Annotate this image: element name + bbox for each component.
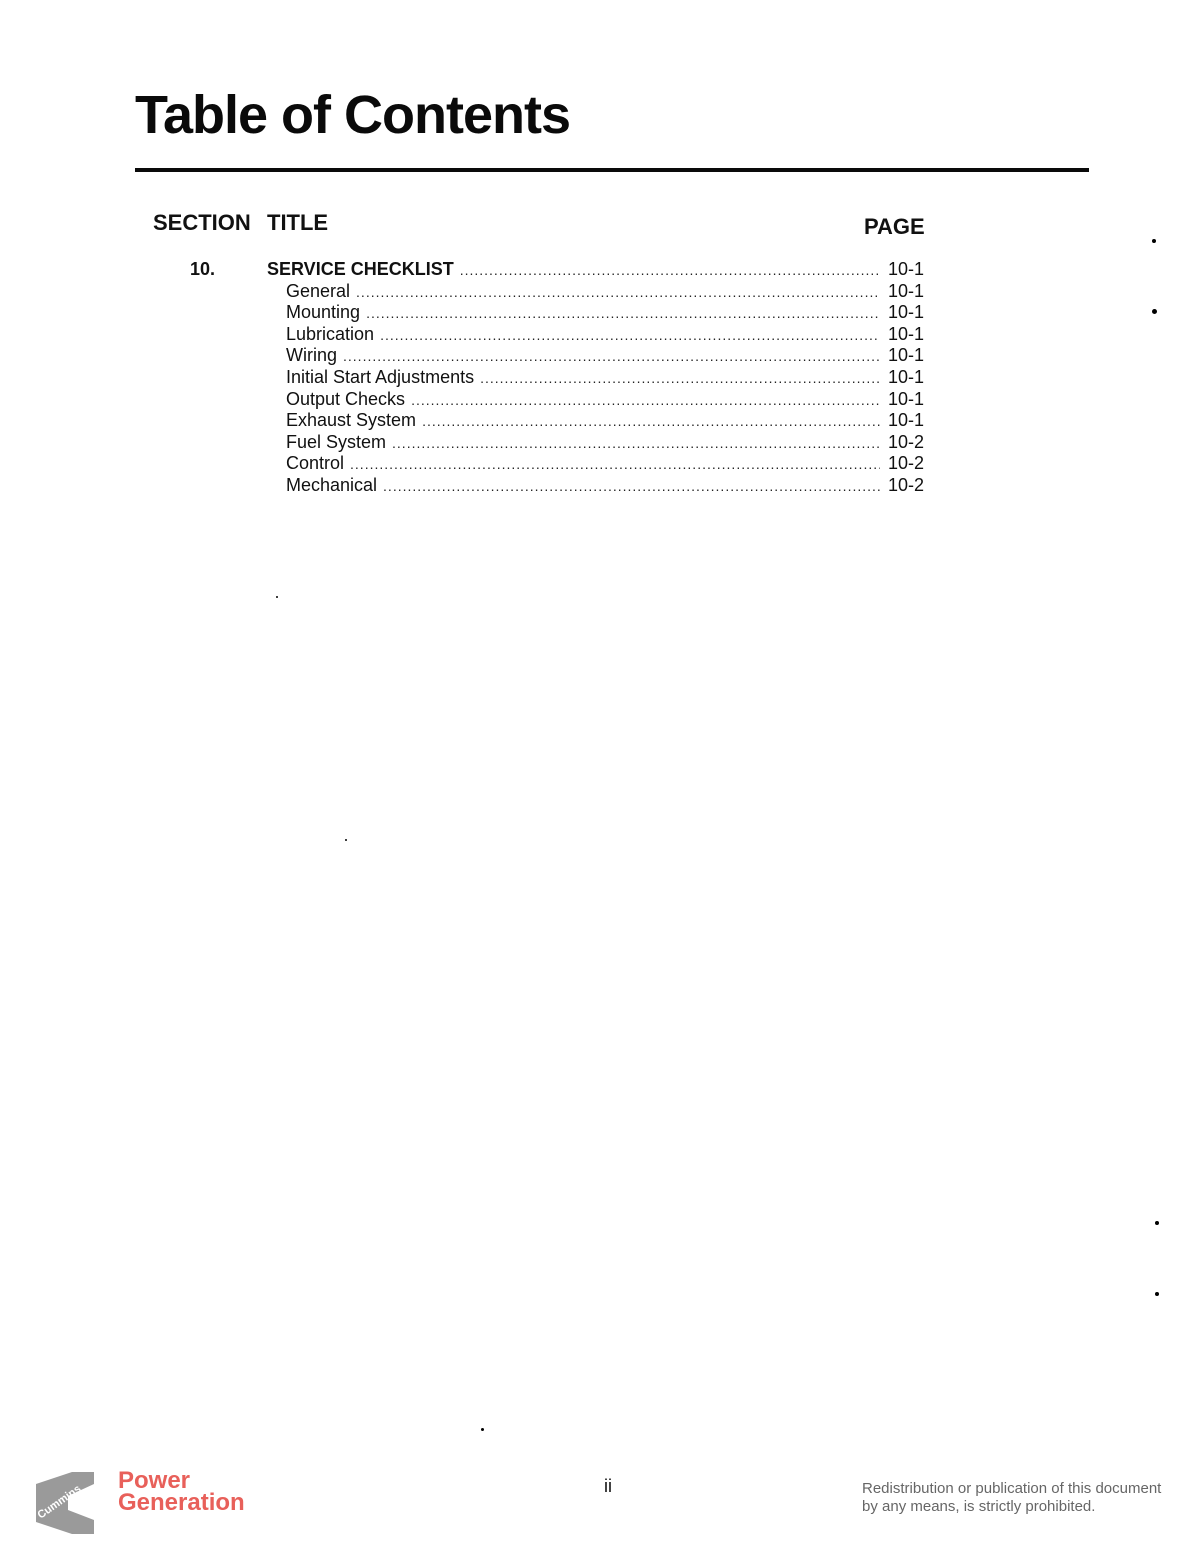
entry-label: Wiring xyxy=(286,345,338,366)
toc-entry-initial-start-adjustments[interactable] xyxy=(190,367,924,389)
entry-page: 10-1 xyxy=(887,388,924,409)
notice-line-1: Redistribution or publication of this document xyxy=(862,1480,1162,1497)
scan-speck xyxy=(345,839,347,841)
notice-line-2: by any means, is strictly prohibited. xyxy=(862,1498,1096,1515)
title-rule xyxy=(135,168,1089,172)
toc-entry-lubrication[interactable] xyxy=(190,324,924,346)
entry-label: Exhaust System xyxy=(286,410,417,431)
toc-entry-mechanical[interactable] xyxy=(190,475,924,497)
dot-leader xyxy=(383,476,880,498)
section-column-header: SECTION xyxy=(153,210,251,235)
redistribution-notice xyxy=(862,1480,1161,1516)
entry-label: Initial Start Adjustments xyxy=(286,366,475,387)
brand-line-1: Power xyxy=(118,1467,191,1494)
entry-page: 10-1 xyxy=(887,302,924,323)
dot-leader xyxy=(343,346,880,368)
dot-leader xyxy=(480,368,880,390)
dot-leader xyxy=(380,325,880,347)
dot-leader xyxy=(422,411,880,433)
scan-speck xyxy=(1155,1292,1159,1296)
entry-page: 10-2 xyxy=(887,431,924,452)
toc-list xyxy=(190,259,924,497)
title-column-header: TITLE xyxy=(267,210,329,235)
dot-leader xyxy=(392,433,880,455)
entry-label: Mounting xyxy=(286,302,361,323)
scan-speck xyxy=(1152,309,1157,314)
entry-page: 10-1 xyxy=(887,280,924,301)
entry-label: General xyxy=(286,280,351,301)
entry-label: Output Checks xyxy=(286,388,406,409)
entry-label: Mechanical xyxy=(286,474,378,495)
scan-speck xyxy=(481,1428,484,1431)
toc-entry-service-checklist[interactable] xyxy=(190,259,924,281)
scan-speck xyxy=(1155,1221,1159,1225)
dot-leader xyxy=(411,390,880,412)
page-column-header: PAGE xyxy=(864,214,925,239)
toc-entry-control[interactable] xyxy=(190,453,924,475)
entry-page: 10-1 xyxy=(887,323,924,344)
entry-label: SERVICE CHECKLIST xyxy=(267,259,454,279)
entry-page: 10-2 xyxy=(887,453,924,474)
entry-label: Control xyxy=(286,453,345,474)
logo-wordmark: Cummins xyxy=(35,1482,84,1522)
entry-label: Fuel System xyxy=(286,431,387,452)
dot-leader xyxy=(460,260,880,282)
entry-label: Lubrication xyxy=(286,323,375,344)
dot-leader xyxy=(356,282,880,304)
scan-speck xyxy=(276,596,278,598)
entry-page: 10-1 xyxy=(887,345,924,366)
toc-entry-output-checks[interactable] xyxy=(190,389,924,411)
entry-page: 10-1 xyxy=(887,259,924,279)
cummins-logo-icon xyxy=(28,1466,100,1538)
toc-entry-general[interactable] xyxy=(190,281,924,303)
dot-leader xyxy=(366,303,880,325)
scan-speck xyxy=(1152,239,1156,243)
toc-entry-mounting[interactable] xyxy=(190,302,924,324)
toc-entry-wiring[interactable] xyxy=(190,345,924,367)
entry-page: 10-2 xyxy=(887,474,924,495)
entry-page: 10-1 xyxy=(887,366,924,387)
page-number: ii xyxy=(604,1476,612,1496)
toc-entry-exhaust-system[interactable] xyxy=(190,410,924,432)
toc-entry-fuel-system[interactable] xyxy=(190,432,924,454)
page-title: Table of Contents xyxy=(135,85,570,145)
brand-line-2: Generation xyxy=(118,1489,245,1516)
section-number: 10. xyxy=(190,259,216,279)
entry-page: 10-1 xyxy=(887,410,924,431)
dot-leader xyxy=(350,454,880,476)
